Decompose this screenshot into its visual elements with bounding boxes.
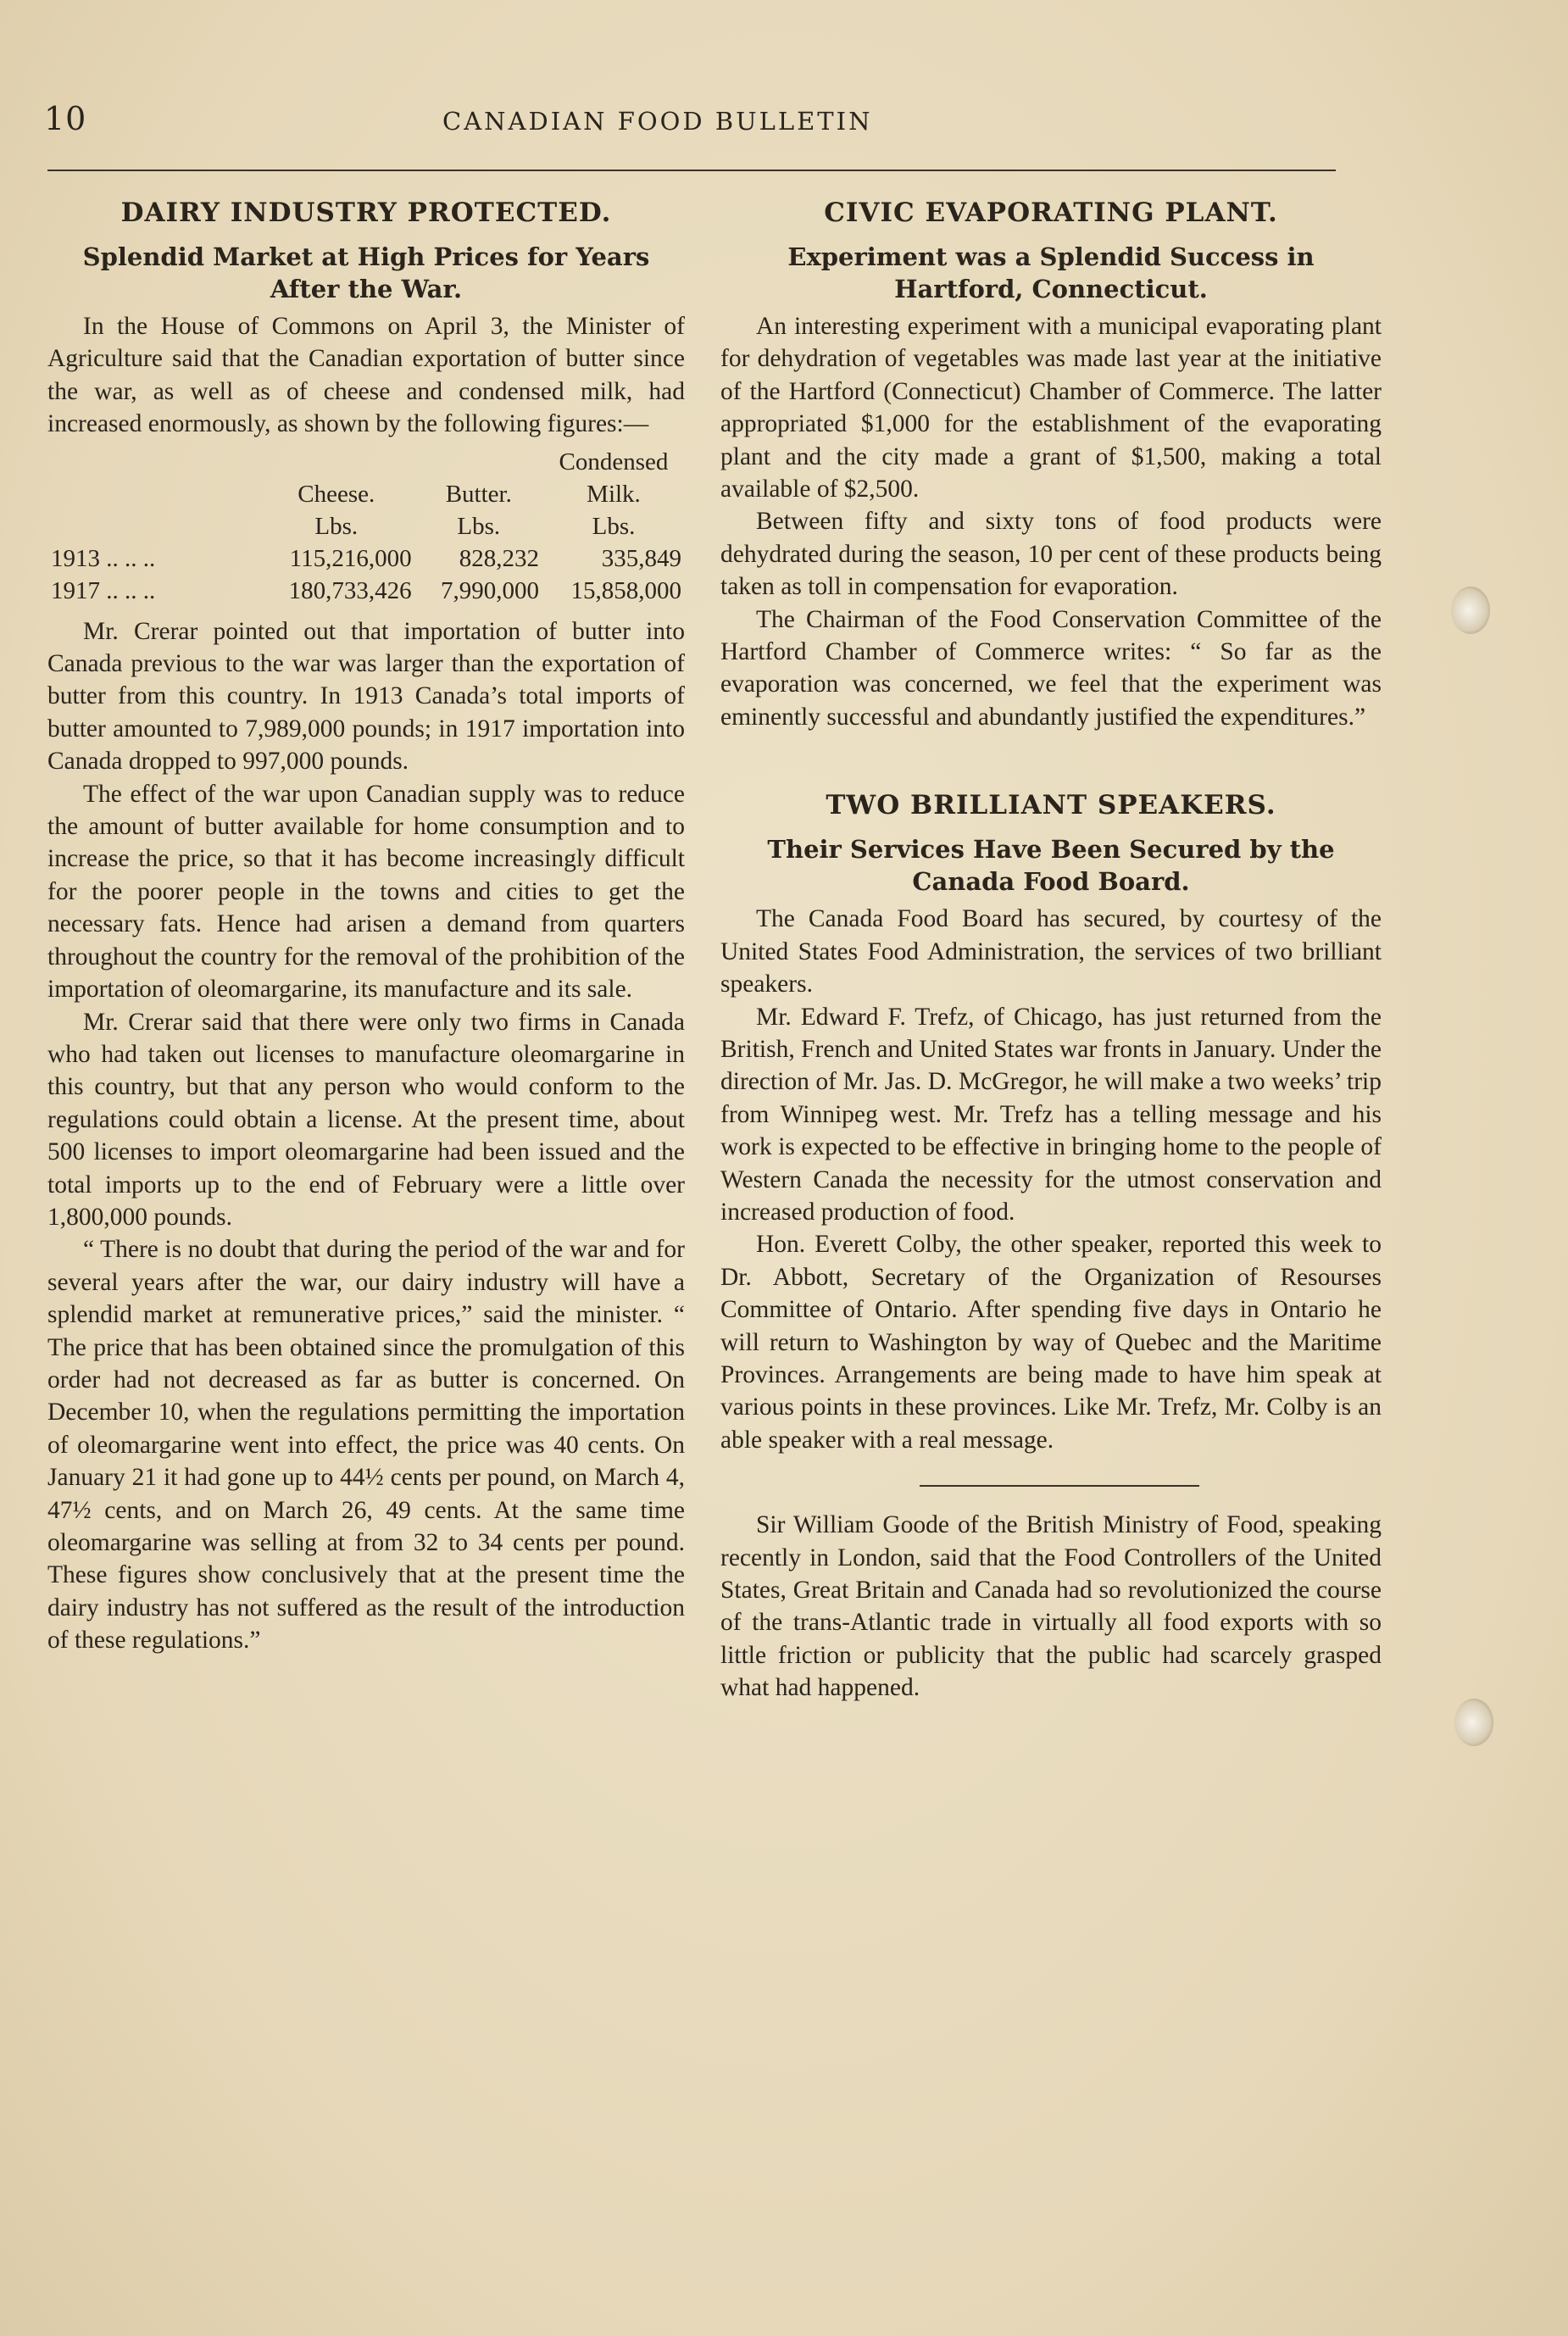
table-row (47, 542, 685, 575)
table-header-cell: Condensed (559, 448, 669, 476)
header-rule (47, 170, 1336, 171)
table-header-cell (258, 446, 415, 478)
paragraph: Between fifty and sixty tons of food products were dehydrated during the season, 10 per cent of these products being taken as toll in compensation for evaporation. (720, 508, 1382, 601)
table-cell-year: 1913 .. .. .. (51, 544, 156, 572)
headline-dairy: DAIRY INDUSTRY PROTECTED. (120, 197, 612, 228)
page-number: 10 (44, 100, 87, 137)
binding-hole (1454, 1699, 1493, 1746)
table-cell-cheese: 180,733,426 (288, 576, 412, 604)
subhead-speakers: Their Services Have Been Secured by the Canada Food Board. (767, 835, 1335, 897)
paragraph: The effect of the war upon Canadian supply was to reduce the amount of butter available for home consumption and to increase the price, so that it has become increasingly difficult for the poorer people in the towns and cities to get the necessary fats. Hence had arisen a demand from quarters throughout the country for the removal of the prohibition of the importation of oleomargarine, its manufacture and its sale. (47, 780, 685, 1004)
right-column (720, 192, 1382, 1705)
table-cell-milk: 335,849 (601, 544, 681, 572)
subhead-evaporating: Experiment was a Splendid Success in Hartford, Connecticut. (787, 242, 1315, 303)
separator-rule (920, 1485, 1199, 1487)
table-cell-year: 1917 .. .. .. (51, 576, 156, 604)
table-cell-butter: 828,232 (459, 544, 539, 572)
paragraph: Sir William Goode of the British Ministry of Food, speaking recently in London, said that the Food Controllers of the United States, Great Britain and Canada had so revolutionized the course of the trans-Atlantic trade in virtually all food exports with so little friction or publicity that the public had scarcely grasped what had happened. (720, 1511, 1382, 1702)
table-cell-milk: 15,858,000 (570, 576, 681, 604)
publication-title: CANADIAN FOOD BULLETIN (442, 107, 873, 136)
headline-speakers: TWO BRILLIANT SPEAKERS. (826, 790, 1276, 821)
table-row (47, 575, 685, 607)
binding-hole (1451, 587, 1490, 634)
table-header-cell (47, 510, 258, 542)
table-header-cell: Cheese. (297, 480, 375, 508)
paragraph: The Chairman of the Food Conservation Committee of the Hartford Chamber of Commerce writes: “ So far as the evaporation was concerned, we feel that the experiment was eminently successful and abundantly justified the expenditures.” (720, 605, 1382, 731)
table-header-cell: Butter. (445, 480, 512, 508)
subhead-dairy: Splendid Market at High Prices for Years After the War. (82, 242, 650, 303)
table-header-cell: Lbs. (592, 512, 636, 540)
paragraph: The Canada Food Board has secured, by courtesy of the United States Food Administration, the services of two brilliant speakers. (720, 905, 1382, 998)
paragraph: “ There is no doubt that during the period of the war and for several years after the war, our dairy industry will have a splendid market at remunerative prices,” said the minister. “ The price that has been obtained since the promulgation of this order had not decreased as far as butter is concerned. On December 10, when the regulations permitting the importation of oleomargarine went into effect, the price was 40 cents. On January 21 it had gone up to 44½ cents per pound, on March 4, 47½ cents, and on March 26, 49 cents. At the same time oleomargarine was selling at from 32 to 34 cents per pound. These figures show conclusively that at the present time the dairy industry has not suffered as the result of the introduction of these regulations.” (47, 1236, 685, 1655)
left-column (47, 192, 685, 1657)
table-header-cell (415, 446, 542, 478)
table-cell-butter: 7,990,000 (440, 576, 539, 604)
page-header (44, 100, 1366, 151)
spacer (720, 733, 1382, 784)
paragraph: Mr. Crerar pointed out that importation of butter into Canada previous to the war was larger than the exportation of butter from this country. In 1913 Canada’s total imports of butter amounted to 7,989,000 pounds; in 1917 importation into Canada dropped to 997,000 pounds. (47, 617, 685, 776)
paragraph: Mr. Edward F. Trefz, of Chicago, has just returned from the British, French and United States war fronts in January. Under the direction of Mr. Jas. D. McGregor, he will make a two weeks’ trip from Winnipeg west. Mr. Trefz has a telling message and his work is expected to be effective in bringing home to the people of Western Canada the necessity for the utmost conservation and increased production of food. (720, 1003, 1382, 1226)
paragraph: Mr. Crerar said that there were only two firms in Canada who had taken out licenses to manufacture oleomargarine in this country, but that any person who would conform to the regulations could obtain a license. At the present time, about 500 licenses to import oleomargarine had been issued and the total imports up to the end of February were a little over 1,800,000 pounds. (47, 1008, 685, 1231)
paragraph: An interesting experiment with a municipal evaporating plant for dehydration of vegetables was made last year at the initiative of the Hartford (Connecticut) Chamber of Commerce. The latter appropriated $1,000 for the establishment of the evaporating plant and the city made a grant of $1,500, making a total available of $2,500. (720, 313, 1382, 503)
headline-evaporating: CIVIC EVAPORATING PLANT. (824, 197, 1278, 228)
table-header-cell: Lbs. (314, 512, 359, 540)
table-header-cell: Milk. (587, 480, 641, 508)
paragraph: In the House of Commons on April 3, the Minister of Agriculture said that the Canadian exportation of butter since the war, as well as of cheese and condensed milk, had increased enormously, as shown by the following figures:— (47, 313, 685, 438)
export-figures-table (47, 446, 685, 607)
table-header-cell (47, 446, 258, 478)
table-header-cell (47, 478, 258, 510)
table-header-cell: Lbs. (457, 512, 501, 540)
paragraph: Hon. Everett Colby, the other speaker, reported this week to Dr. Abbott, Secretary of the Organization of Resourses Committee of Ontario. After spending five days in Ontario he will return to Washington by way of Quebec and the Maritime Provinces. Arrangements are being made to have him speak at various points in these provinces. Like Mr. Trefz, Mr. Colby is an able speaker with a real message. (720, 1231, 1382, 1454)
table-cell-cheese: 115,216,000 (289, 544, 412, 572)
